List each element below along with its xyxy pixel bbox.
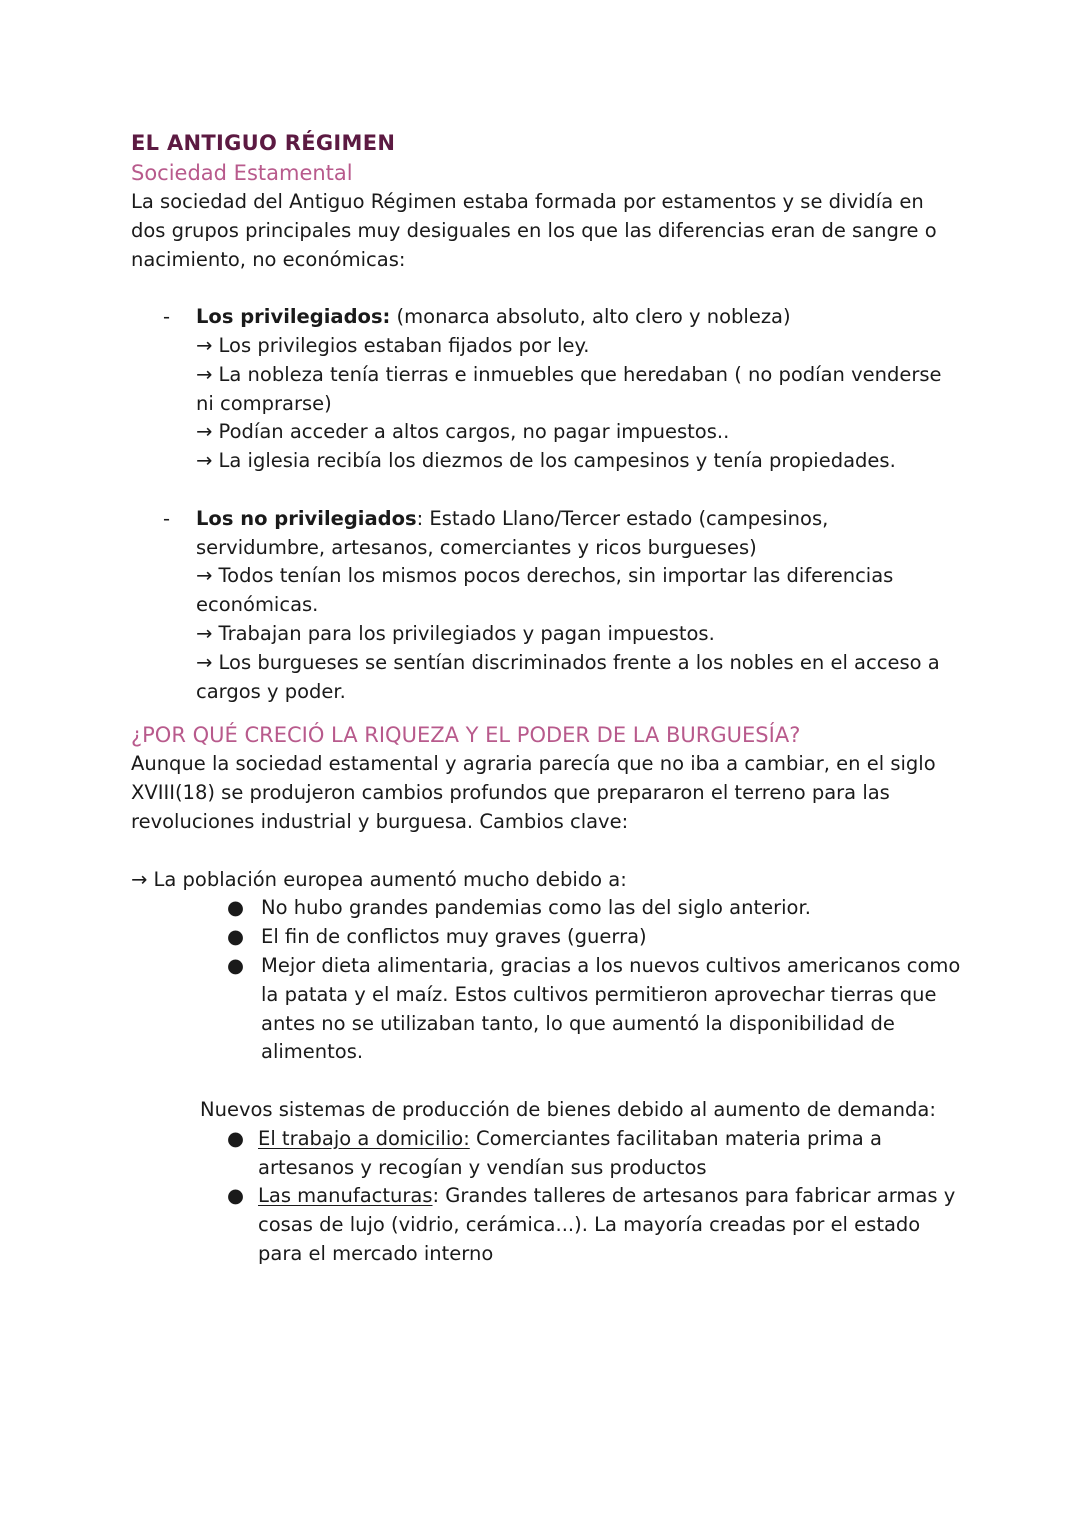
section-heading-bourgeoisie: ¿POR QUÉ CRECIÓ LA RIQUEZA Y EL PODER DE LA BURGUESÍA? <box>131 723 801 748</box>
document-title: EL ANTIGUO RÉGIMEN <box>131 131 396 155</box>
group-description: : Estado Llano/Tercer estado (campesinos, servidumbre, artesanos, comerciantes y ricos burgueses) <box>196 506 829 559</box>
production-systems-list <box>131 1125 961 1269</box>
estate-group-non-privileged <box>131 505 961 707</box>
list-item <box>131 952 961 1067</box>
group-term: Los no privilegiados <box>196 506 417 530</box>
estates-list <box>131 303 961 706</box>
group-point: → Los burgueses se sentían discriminados frente a los nobles en el acceso a cargos y poder. <box>196 650 940 703</box>
section-subtitle: Sociedad Estamental <box>131 161 353 185</box>
group-term: Los privilegiados: <box>196 305 391 329</box>
group-point: → Todos tenían los mismos pocos derechos, sin importar las diferencias económicas. <box>196 564 894 617</box>
dash-marker: - <box>163 305 171 329</box>
document-content <box>131 128 961 1269</box>
population-causes-list <box>131 894 961 1067</box>
group-point: → Trabajan para los privilegiados y pagan impuestos. <box>196 621 715 645</box>
group-point: → La iglesia recibía los diezmos de los campesinos y tenía propiedades. <box>196 449 896 473</box>
list-item-text: : Grandes talleres de artesanos para fabricar armas y cosas de lujo (vidrio, cerámica...). La mayoría creadas por el estado para el mercado interno <box>258 1184 956 1265</box>
list-item-term: El trabajo a domicilio: <box>258 1126 470 1150</box>
estate-group-privileged <box>131 303 961 476</box>
dash-marker: - <box>163 506 171 530</box>
group-point: → La nobleza tenía tierras e inmuebles que heredaban ( no podían venderse ni comprarse) <box>196 362 942 415</box>
list-item <box>131 1182 961 1268</box>
group-description: (monarca absoluto, alto clero y nobleza) <box>390 305 791 329</box>
list-item-text: El fin de conflictos muy graves (guerra) <box>261 925 647 949</box>
list-item-text: Comerciantes facilitaban materia prima a artesanos y recogían y vendían sus productos <box>258 1126 882 1179</box>
population-intro: → La población europea aumentó mucho debido a: <box>131 867 627 891</box>
bullet-icon: ● <box>227 925 245 949</box>
production-systems-intro: Nuevos sistemas de producción de bienes debido al aumento de demanda: <box>200 1097 936 1121</box>
intro-paragraph: La sociedad del Antiguo Régimen estaba formada por estamentos y se dividía en dos grupos principales muy desiguales en los que las diferencias eran de sangre o nacimiento, no económicas: <box>131 190 937 271</box>
group-point: → Podían acceder a altos cargos, no pagar impuestos.. <box>196 420 730 444</box>
list-item-text: No hubo grandes pandemias como las del siglo anterior. <box>261 896 811 920</box>
list-item-term: Las manufacturas <box>258 1184 433 1208</box>
list-item <box>131 923 961 952</box>
changes-paragraph: Aunque la sociedad estamental y agraria parecía que no iba a cambiar, en el siglo XVIII(18) se produjeron cambios profundos que prepararon el terreno para las revoluciones industrial y burguesa. Cambios clave: <box>131 752 936 833</box>
bullet-icon: ● <box>227 896 245 920</box>
bullet-icon: ● <box>227 953 245 977</box>
bullet-icon: ● <box>227 1184 245 1208</box>
bullet-icon: ● <box>227 1126 245 1150</box>
group-point: → Los privilegios estaban fijados por ley. <box>196 333 590 357</box>
list-item <box>131 1125 961 1183</box>
list-item <box>131 894 961 923</box>
list-item-text: Mejor dieta alimentaria, gracias a los nuevos cultivos americanos como la patata y el maíz. Estos cultivos permitieron aprovechar tierras que antes no se utilizaban tanto, lo que aumentó la disponibilidad de alimentos. <box>261 953 961 1064</box>
